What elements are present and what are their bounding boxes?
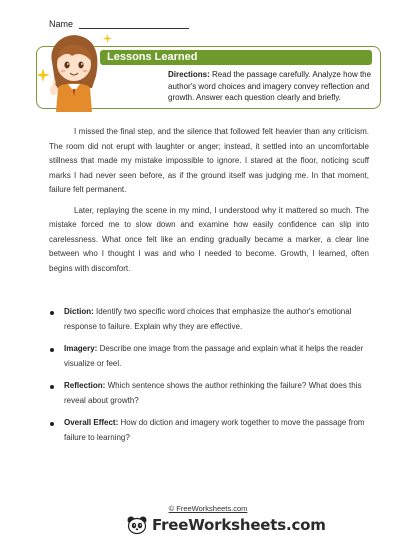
question-text: Describe one image from the passage and explain what it helps the reader visualize or feel. — [64, 344, 364, 368]
page-title: Lessons Learned — [100, 50, 372, 65]
passage-paragraph: Later, replaying the scene in my mind, I understood why it mattered so much. The mistake forced me to slow down and examine how easily confidence can slip into carelessness. What once felt like an ending gradually became a marker, a clear line between who I thought I was and who I needed to become. Growth, I learned, often begins with discomfort. — [49, 205, 369, 273]
directions-label: Directions: — [168, 70, 210, 79]
question-term: Diction: — [64, 307, 94, 316]
reading-passage — [49, 125, 369, 282]
question-item-diction — [49, 305, 374, 334]
sparkle-icon — [36, 68, 50, 82]
directions — [168, 69, 374, 104]
panda-icon — [126, 515, 148, 535]
sparkle-icon — [103, 34, 112, 43]
footer-url-link[interactable]: © FreeWorksheets.com — [168, 504, 248, 513]
footer-copyright — [0, 504, 416, 513]
question-item-overall-effect — [49, 416, 374, 445]
bullet-icon — [50, 385, 54, 389]
question-term: Imagery: — [64, 344, 98, 353]
passage-paragraph: I missed the final step, and the silence that followed felt heavier than any criticism. The room did not erupt with laughter or anger; instead, it settled into an uncomfortable stillness that made my mistake impossible to ignore. I stared at the floor, noticing scuff marks I had never seen before, as if the ground itself was judging me. In that moment, failure felt permanent. — [49, 127, 369, 194]
directions-text: Read the passage carefully. Analyze how the author's word choices and imagery convey reflection and growth. Answer each question clearly and briefly. — [168, 70, 372, 102]
footer-logo — [126, 515, 326, 535]
question-text: How do diction and imagery work together to move the passage from failure to learning? — [64, 418, 365, 442]
question-term: Reflection: — [64, 381, 106, 390]
bullet-icon — [50, 348, 54, 352]
name-label: Name — [49, 19, 74, 29]
question-item-reflection — [49, 379, 374, 408]
name-field — [49, 19, 189, 29]
name-line[interactable] — [79, 20, 189, 29]
question-term: Overall Effect: — [64, 418, 119, 427]
question-text: Which sentence shows the author rethinking the failure? What does this reveal about growth? — [64, 381, 362, 405]
bullet-icon — [50, 422, 54, 426]
question-list — [49, 305, 374, 453]
question-text: Identify two specific word choices that emphasize the author's emotional response to failure. Explain why they are effective. — [64, 307, 352, 331]
question-item-imagery — [49, 342, 374, 371]
bullet-icon — [50, 311, 54, 315]
footer-brand: FreeWorksheets.com — [152, 516, 326, 534]
